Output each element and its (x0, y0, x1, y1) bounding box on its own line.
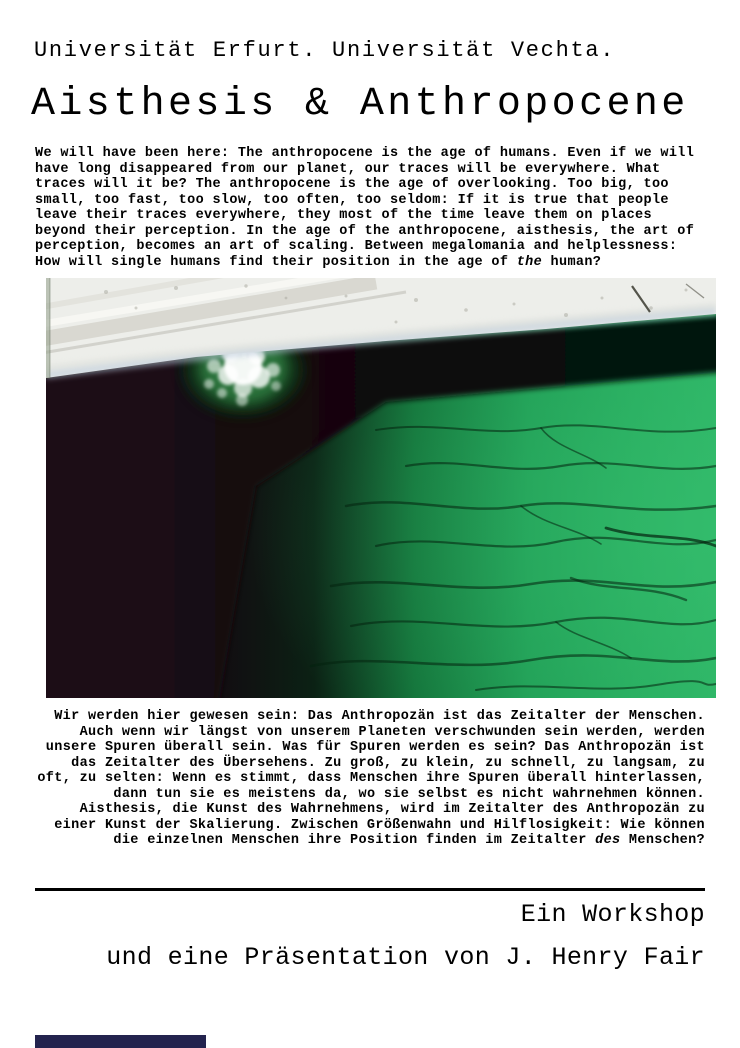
paragraph-line (35, 833, 705, 849)
page-title: Aisthesis & Anthropocene (31, 82, 689, 127)
paragraph-line: einer Kunst der Skalierung. Zwischen Größenwahn und Hilflosigkeit: Wie können (54, 817, 705, 833)
paragraph-line: leave their traces everywhere, they most of the time leave them on places (35, 208, 652, 223)
intro-english (35, 146, 715, 270)
photo-left-edge (46, 278, 50, 378)
paragraph-line: unsere Spuren überall sein. Was für Spuren werden es sein? Das Anthropozän ist (45, 740, 705, 755)
paragraph-line: beyond their perception. In the age of the anthropocene, aisthesis, the art of (35, 223, 695, 239)
university-header: Universität Erfurt. Universität Vechta. (34, 38, 616, 63)
footer-workshop-line: Ein Workshop (520, 900, 705, 929)
paragraph-line (35, 255, 715, 271)
paragraph-line: small, too fast, too slow, too often, too seldom: If it is true that people (35, 192, 669, 208)
italic-word: des (595, 833, 621, 848)
paragraph-line: Wir werden hier gewesen sein: Das Anthropozän ist das Zeitalter der Menschen. (54, 709, 705, 724)
italic-word: the (516, 254, 543, 270)
line-text: How will single humans find their position in the age of (35, 254, 517, 270)
aerial-photo-graphic (46, 278, 716, 698)
divider-rule (35, 888, 705, 891)
paragraph-line: oft, zu selten: Wenn es stimmt, dass Menschen ihre Spuren überall hinterlassen, (37, 771, 705, 786)
paragraph-line: Aisthesis, die Kunst des Wahrnehmens, wird im Zeitalter des Anthropozän zu (79, 802, 705, 817)
line-text: Menschen? (620, 833, 705, 848)
aerial-photo (46, 278, 716, 698)
footer (35, 893, 705, 979)
paragraph-line: dann tun sie es meistens da, wo sie selbst es nicht wahrnehmen können. (113, 786, 705, 802)
line-text: human? (542, 254, 602, 270)
intro-german (35, 709, 705, 849)
bottom-accent-bar (35, 1035, 206, 1048)
paragraph-line: We will have been here: The anthropocene is the age of humans. Even if we will (35, 146, 695, 161)
paragraph-line: perception, becomes an art of scaling. Between megalomania and helplessness: (35, 239, 678, 254)
paragraph-line: das Zeitalter des Übersehens. Zu groß, zu klein, zu schnell, zu langsam, zu (71, 755, 705, 771)
paragraph-line: have long disappeared from our planet, our traces will be everywhere. What (35, 161, 661, 177)
paragraph-line: Auch wenn wir längst von unserem Planeten verschwunden sein werden, werden (79, 724, 705, 740)
line-text: die einzelnen Menschen ihre Position finden im Zeitalter (113, 833, 596, 848)
footer-presenter-line: und eine Präsentation von J. Henry Fair (106, 943, 705, 972)
paragraph-line: traces will it be? The anthropocene is the age of overlooking. Too big, too (35, 177, 669, 192)
